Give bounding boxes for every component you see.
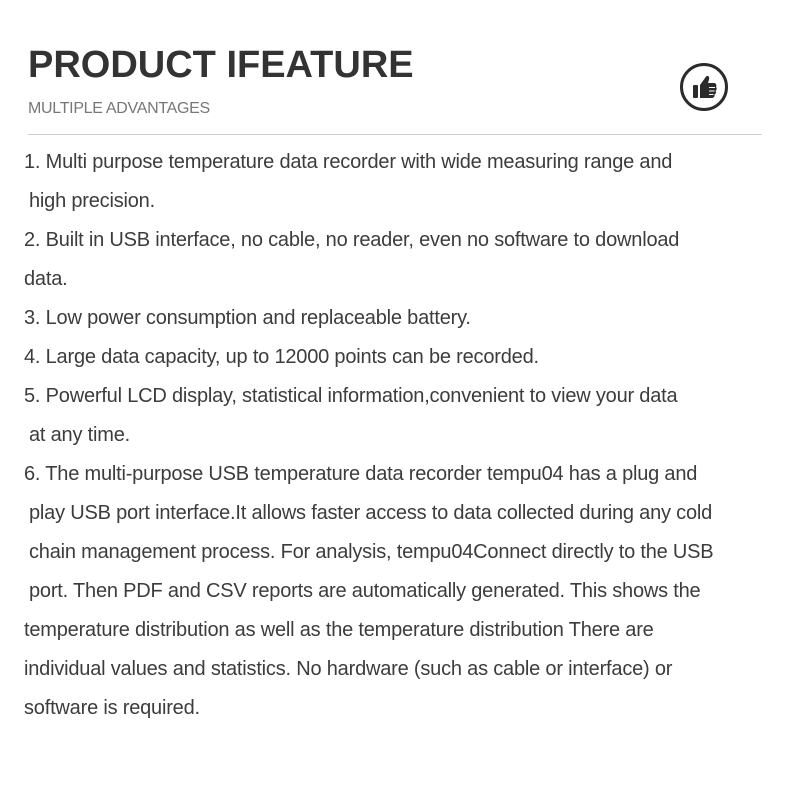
- feature-line: high precision.: [29, 190, 155, 212]
- feature-line: 1. Multi purpose temperature data recorder with wide measuring range and: [24, 151, 673, 173]
- feature-line: chain management process. For analysis, tempu04Connect directly to the USB: [29, 541, 714, 563]
- feature-line: at any time.: [29, 424, 130, 446]
- feature-line: individual values and statistics. No hardware (such as cable or interface) or: [24, 658, 673, 680]
- thumbs-up-badge: [680, 63, 728, 111]
- feature-line: 5. Powerful LCD display, statistical information,convenient to view your data: [24, 385, 678, 407]
- feature-line: temperature distribution as well as the temperature distribution There are: [24, 619, 654, 641]
- feature-line: 6. The multi-purpose USB temperature data recorder tempu04 has a plug and: [24, 463, 698, 485]
- feature-line: software is required.: [24, 697, 200, 719]
- thumbs-up-icon: [683, 66, 725, 108]
- feature-line: data.: [24, 268, 68, 290]
- feature-line: 4. Large data capacity, up to 12000 points can be recorded.: [24, 346, 539, 368]
- page-title: PRODUCT IFEATURE: [28, 44, 414, 86]
- feature-line: play USB port interface.It allows faster access to data collected during any cold: [29, 502, 713, 524]
- feature-list: [24, 143, 784, 728]
- header-divider: [28, 134, 762, 135]
- feature-line: port. Then PDF and CSV reports are automatically generated. This shows the: [29, 580, 701, 602]
- page-subtitle: MULTIPLE ADVANTAGES: [28, 100, 210, 117]
- feature-line: 2. Built in USB interface, no cable, no reader, even no software to download: [24, 229, 680, 251]
- feature-line: 3. Low power consumption and replaceable battery.: [24, 307, 471, 329]
